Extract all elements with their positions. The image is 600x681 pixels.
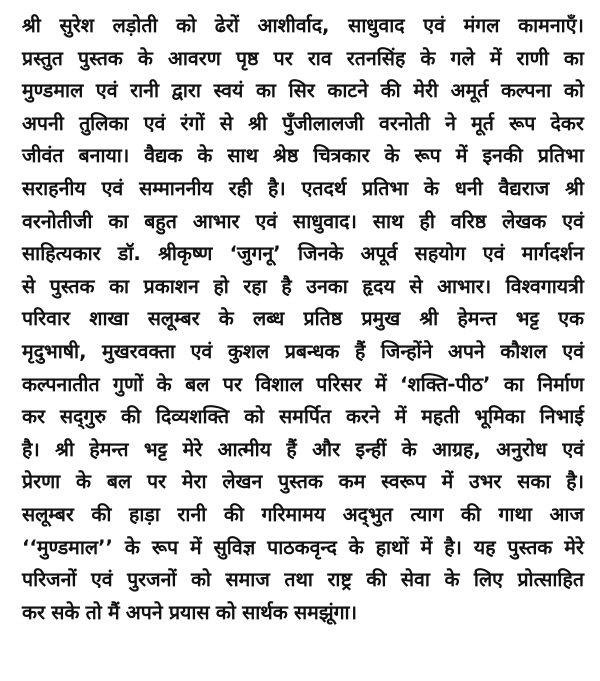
word: प्रेरणा xyxy=(22,470,61,494)
word: हैं xyxy=(286,437,297,461)
word: में xyxy=(455,144,468,168)
word: आशीर्वाद, xyxy=(257,14,330,37)
word: एवं xyxy=(562,209,584,233)
text-line xyxy=(22,532,584,565)
word: ही xyxy=(419,209,435,233)
word: इन्हीं xyxy=(355,437,387,461)
word: विश्वगायत्री xyxy=(505,274,584,298)
word: अपूर्व xyxy=(360,242,398,266)
word: लेखन xyxy=(222,470,263,494)
word: राष्ट्र xyxy=(327,568,352,592)
word: साथ xyxy=(227,144,259,168)
word: में xyxy=(420,535,433,559)
word: की xyxy=(223,502,244,526)
word: के xyxy=(156,372,172,396)
text-line xyxy=(22,564,584,597)
word: कुशल xyxy=(227,339,270,363)
word: के xyxy=(444,568,460,592)
word: में xyxy=(441,470,454,494)
word: वैद्यराज xyxy=(498,176,550,200)
word: गुणों xyxy=(113,372,144,396)
word: डॉ. xyxy=(117,242,141,266)
word: गले xyxy=(450,46,475,70)
word: के xyxy=(348,535,364,559)
word: मृदुभाषी, xyxy=(22,339,87,363)
word: के xyxy=(137,46,153,70)
text-line xyxy=(22,369,584,402)
word: मेरा xyxy=(181,470,207,494)
word: सके xyxy=(51,600,80,624)
word: समाज xyxy=(225,568,270,592)
text-line xyxy=(22,173,584,206)
text-line xyxy=(22,499,584,532)
word: का xyxy=(563,46,584,70)
word: बहुत xyxy=(144,209,177,233)
word: निर्माण xyxy=(537,372,584,396)
word: है। xyxy=(444,535,462,559)
word: पृष्ठ xyxy=(235,46,259,70)
word: भट्ट xyxy=(143,437,168,461)
word: है। xyxy=(566,470,584,494)
word: के xyxy=(218,307,234,331)
word: के xyxy=(124,535,140,559)
word: अपनी xyxy=(22,111,64,135)
word: सार्थक xyxy=(242,600,288,624)
word: है। xyxy=(267,176,286,200)
word: को xyxy=(563,79,584,103)
text-line xyxy=(22,303,584,336)
word: सराहनीय xyxy=(22,176,86,200)
word: साहित्यकार xyxy=(22,242,101,266)
word: परिवार xyxy=(22,307,70,331)
word: श्री xyxy=(22,14,41,37)
word: रानी xyxy=(130,79,160,103)
word: प्रतिभा xyxy=(362,176,409,200)
word: तो xyxy=(85,600,102,624)
word: यह xyxy=(473,535,496,559)
text-line xyxy=(22,597,584,630)
word: भट्ट xyxy=(515,307,540,331)
word: मूर्त xyxy=(471,111,494,135)
word: में xyxy=(489,46,502,70)
word: महती xyxy=(421,405,460,429)
word: वरनोती xyxy=(379,111,430,135)
word: शाखा xyxy=(89,307,129,331)
word: प्रकाशन xyxy=(143,274,199,298)
text-line xyxy=(22,10,584,43)
word: की xyxy=(120,405,141,429)
word: से xyxy=(409,274,423,298)
word: एवं xyxy=(255,209,278,233)
word: श्रीकृष्ण xyxy=(158,242,213,266)
word: प्रस्तुत xyxy=(22,46,63,70)
word: पाठकवृन्द xyxy=(267,535,337,559)
word: साधुवाद। xyxy=(293,209,357,233)
word: श्री xyxy=(419,307,439,331)
word: वरनोतीजी xyxy=(22,209,93,233)
word: गरिमामय xyxy=(261,502,326,526)
text-line xyxy=(22,401,584,434)
word: जिन्होंने xyxy=(380,339,433,363)
word: सका xyxy=(517,470,551,494)
word: कम xyxy=(338,470,366,494)
word: में xyxy=(190,535,202,559)
word: में xyxy=(375,372,387,396)
word: रही xyxy=(228,176,253,200)
word: त्याग xyxy=(410,502,444,526)
word: कर xyxy=(22,405,45,429)
word: एवं xyxy=(143,111,166,135)
text-line xyxy=(22,206,584,239)
word: रानी xyxy=(177,502,207,526)
word: पर xyxy=(146,470,167,494)
word: ढेरों xyxy=(214,14,239,37)
word: साधुवाद xyxy=(348,14,405,37)
word: हैं xyxy=(354,339,366,363)
word: आज xyxy=(549,502,584,526)
word: पुस्तक xyxy=(78,46,123,70)
text-line xyxy=(22,140,584,173)
word: सहयोग xyxy=(414,242,466,266)
word: सलूम्बर xyxy=(147,307,200,331)
word: के xyxy=(197,144,213,168)
word: लड़ोती xyxy=(112,14,158,37)
word: वैद्यक xyxy=(144,144,183,168)
word: लिए xyxy=(473,568,503,592)
word: एक xyxy=(558,307,584,331)
word: राणी xyxy=(516,46,549,70)
text-line xyxy=(22,43,584,76)
word: रंगों xyxy=(180,111,205,135)
word: एवं xyxy=(101,176,124,200)
word: है। xyxy=(22,437,40,461)
word: आभार xyxy=(192,209,240,233)
word: लब्ध xyxy=(252,307,285,331)
word: सुरेश xyxy=(59,14,94,37)
word: एवं xyxy=(562,437,584,461)
word: पर xyxy=(273,46,293,70)
word: सेवा xyxy=(400,568,430,592)
word: तुलिका xyxy=(79,111,129,135)
word: उभर xyxy=(469,470,502,494)
word: हाड़ा xyxy=(128,502,160,526)
word: मुखरवक्ता xyxy=(102,339,176,363)
word: मेरी xyxy=(413,79,439,103)
word: रहा xyxy=(243,274,267,298)
word: पर xyxy=(222,372,242,396)
word: को xyxy=(244,405,265,429)
word: मेरे xyxy=(564,535,584,559)
word: सद्‌गुरु xyxy=(59,405,107,429)
word: काटने xyxy=(327,79,369,103)
word: ने xyxy=(445,111,456,135)
word: श्री xyxy=(565,176,584,200)
word: पुस्तक xyxy=(49,274,95,298)
word: एवं xyxy=(90,568,113,592)
word: तथा xyxy=(284,568,313,592)
word: गाथा xyxy=(498,502,532,526)
word: कल्पनातीत xyxy=(22,372,100,396)
word: की xyxy=(380,79,401,103)
word: पुरजनों xyxy=(127,568,177,592)
word: श्री xyxy=(55,437,74,461)
text-line xyxy=(22,271,584,304)
word: देकर xyxy=(550,111,584,135)
word: भूमिका xyxy=(474,405,525,429)
word: दिव्यशक्ति xyxy=(155,405,230,429)
word: अपने xyxy=(125,600,163,624)
word: प्रयास xyxy=(168,600,210,624)
word: रतनसिंह xyxy=(346,46,406,70)
word: इनकी xyxy=(482,144,523,168)
word: हो xyxy=(213,274,229,298)
word: बनाया। xyxy=(78,144,130,168)
word: के xyxy=(76,470,92,494)
word: समर्पित xyxy=(279,405,332,429)
word: श्रेष्ठ xyxy=(273,144,299,168)
word: वरिष्ठ xyxy=(450,209,487,233)
text-line xyxy=(22,466,584,499)
word: धनी xyxy=(454,176,483,200)
word: चित्रकार xyxy=(313,144,370,168)
word: कल्पना xyxy=(500,79,552,103)
word: एतदर्थ xyxy=(301,176,347,200)
word: परिजनों xyxy=(22,568,77,592)
word: का xyxy=(108,209,129,233)
text-line xyxy=(22,336,584,369)
word: हाथों xyxy=(375,535,409,559)
word: को xyxy=(176,14,197,37)
word: एवं xyxy=(562,339,584,363)
word: पुस्तक xyxy=(278,470,323,494)
word: सुविज्ञ xyxy=(213,535,256,559)
word: उनका xyxy=(306,274,348,298)
word: और xyxy=(312,437,341,461)
word: रूप xyxy=(151,535,179,559)
word: श्री xyxy=(248,111,267,135)
word: जीवंत xyxy=(22,144,64,168)
word: करने xyxy=(346,405,380,429)
word: स्वयं xyxy=(213,79,244,103)
word: मेरे xyxy=(182,437,203,461)
word: निभाई xyxy=(539,405,584,429)
word: को xyxy=(190,568,211,592)
word: सम्माननीय xyxy=(139,176,213,200)
word: बल xyxy=(106,470,132,494)
word: का xyxy=(255,79,276,103)
word: के xyxy=(420,46,436,70)
word: के xyxy=(424,176,440,200)
word: ‘शक्ति-पीठ’ xyxy=(400,372,491,396)
word: अपने xyxy=(447,339,485,363)
word: कौशल xyxy=(500,339,547,363)
word: ‘जुगनू’ xyxy=(229,242,281,266)
word: एवं xyxy=(423,14,445,37)
word: प्रतिभा xyxy=(537,144,584,168)
word: एवं xyxy=(190,339,213,363)
word: हेमन्त xyxy=(89,437,129,461)
word: एवं xyxy=(482,242,505,266)
word: हृदय xyxy=(362,274,395,298)
word: साथ xyxy=(372,209,404,233)
word: मार्गदर्शन xyxy=(521,242,584,266)
text-line xyxy=(22,238,584,271)
word: जिनके xyxy=(297,242,344,266)
word: स्वरूप xyxy=(381,470,426,494)
word: पुस्तक xyxy=(507,535,553,559)
word: के xyxy=(401,437,417,461)
word: आत्मीय xyxy=(217,437,272,461)
paragraph xyxy=(22,10,584,629)
word: समझूंगा। xyxy=(293,600,357,624)
text-line xyxy=(22,75,584,108)
word: सलूम्बर xyxy=(22,502,74,526)
word: आभार। xyxy=(437,274,492,298)
word: आग्रह, xyxy=(432,437,481,461)
word: का xyxy=(503,372,524,396)
word: प्रबन्धक xyxy=(284,339,340,363)
word: में xyxy=(394,405,407,429)
word: एवं xyxy=(95,79,118,103)
word: से xyxy=(22,274,36,298)
word: विशाल xyxy=(255,372,303,396)
word: रूप xyxy=(414,144,441,168)
word: से xyxy=(219,111,233,135)
word: बल xyxy=(185,372,210,396)
word: मंगल xyxy=(463,14,500,37)
word: की xyxy=(91,502,112,526)
word: अद्‌भुत xyxy=(342,502,393,526)
word: प्रोत्साहित xyxy=(517,568,584,592)
word: मैं xyxy=(108,600,120,624)
word: का xyxy=(109,274,130,298)
word: ‘‘मुण्डमाल’’ xyxy=(22,535,113,559)
word: कर xyxy=(22,600,45,624)
word: सिर xyxy=(288,79,315,103)
word: आवरण xyxy=(168,46,221,70)
word: अमूर्त xyxy=(450,79,489,103)
word: के xyxy=(384,144,400,168)
word: कामनाएँ। xyxy=(518,14,584,37)
word: लेखक xyxy=(502,209,547,233)
word: हेमन्त xyxy=(457,307,497,331)
word: राव xyxy=(307,46,332,70)
word: की xyxy=(460,502,481,526)
word: रूप xyxy=(509,111,536,135)
word: प्रतिष्ठ xyxy=(303,307,343,331)
word: की xyxy=(366,568,387,592)
word: परिसर xyxy=(316,372,362,396)
word: अनुरोध xyxy=(496,437,547,461)
word: प्रमुख xyxy=(361,307,401,331)
text-line xyxy=(22,434,584,467)
word: पुँजीलालजी xyxy=(282,111,364,135)
word: द्वारा xyxy=(171,79,201,103)
word: मुण्डमाल xyxy=(22,79,84,103)
text-line xyxy=(22,108,584,141)
word: को xyxy=(215,600,236,624)
word: है xyxy=(281,274,292,298)
